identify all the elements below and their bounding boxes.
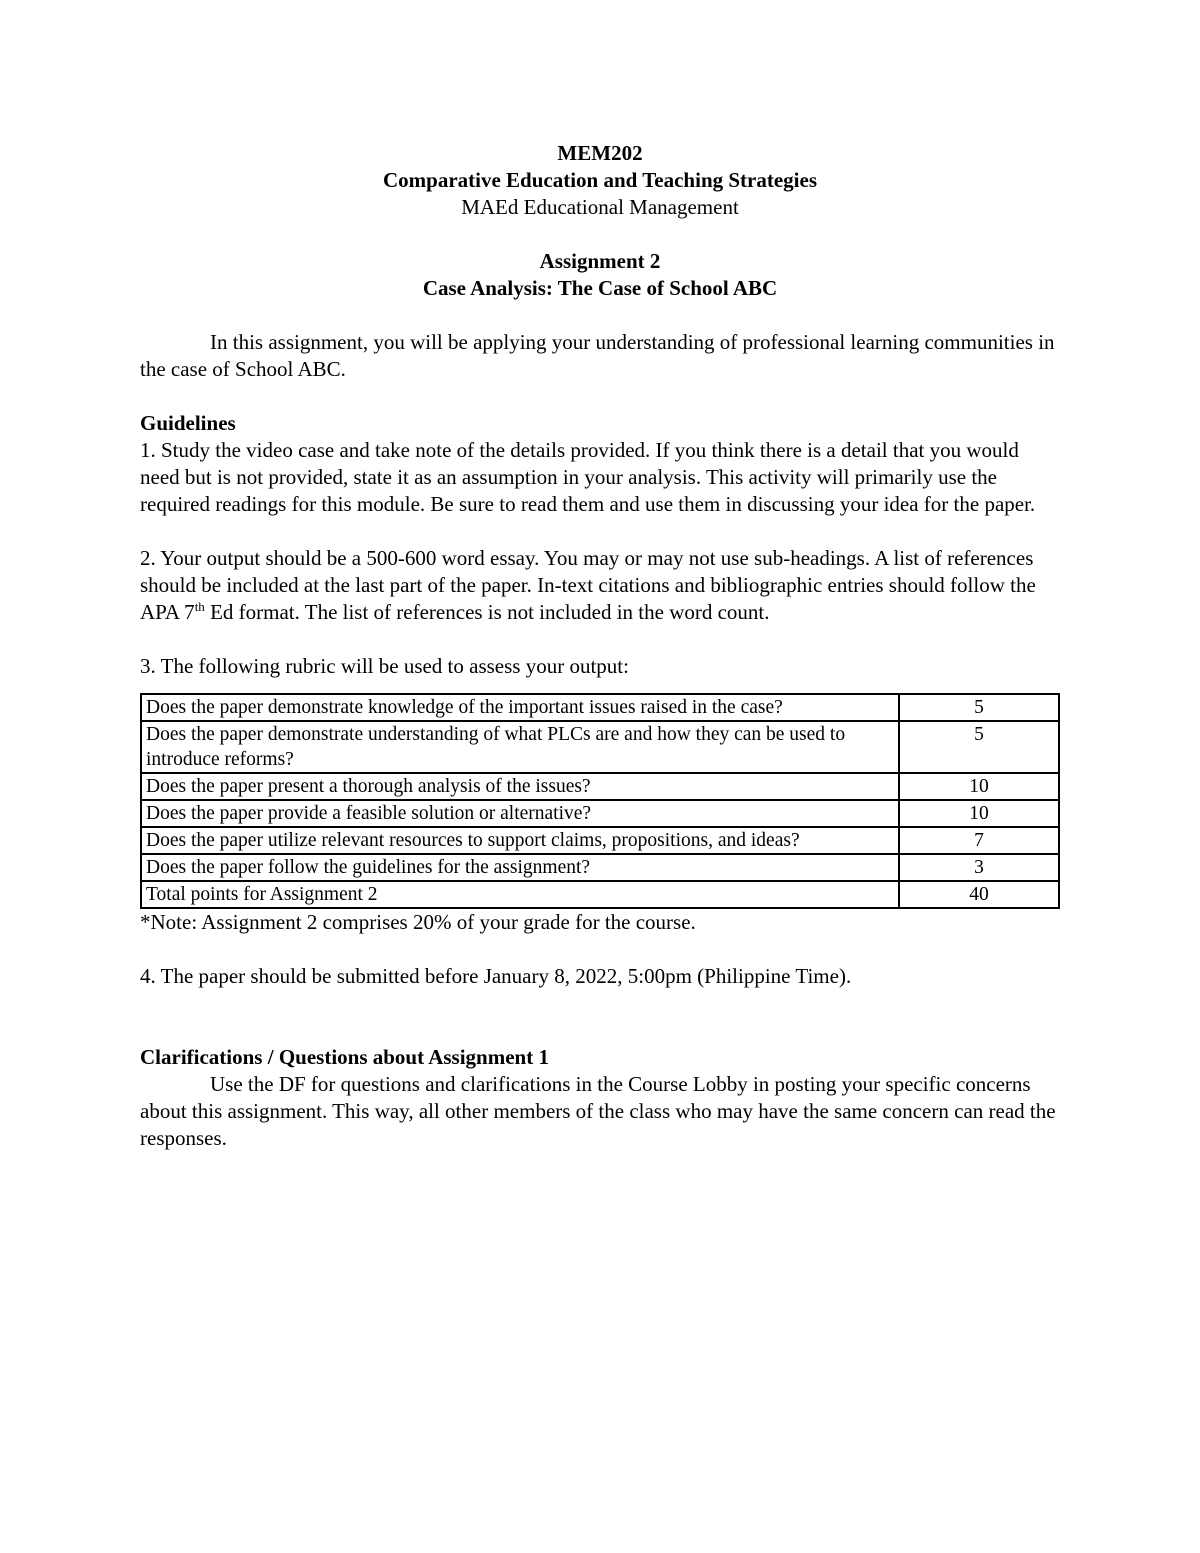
rubric-points: 10 <box>899 773 1059 800</box>
course-title: Comparative Education and Teaching Strategies <box>382 168 818 192</box>
rubric-criterion: Does the paper utilize relevant resources to support claims, propositions, and ideas? <box>141 827 899 854</box>
guidelines-heading: Guidelines <box>140 411 236 435</box>
table-row <box>141 773 1059 800</box>
guideline-item-2-text-end: Ed format. The list of references is not included in the word count. <box>204 600 770 624</box>
rubric-table <box>140 693 1060 909</box>
guideline-item-4: 4. The paper should be submitted before January 8, 2022, 5:00pm (Philippine Time). <box>140 964 852 988</box>
rubric-criterion: Does the paper provide a feasible solution or alternative? <box>141 800 899 827</box>
table-row <box>141 694 1059 721</box>
document-page <box>140 140 1060 1152</box>
document-header <box>140 140 1060 302</box>
rubric-points: 7 <box>899 827 1059 854</box>
rubric-points: 3 <box>899 854 1059 881</box>
rubric-criterion: Does the paper present a thorough analysis of the issues? <box>141 773 899 800</box>
rubric-criterion: Does the paper demonstrate knowledge of the important issues raised in the case? <box>141 694 899 721</box>
program-name: MAEd Educational Management <box>461 195 739 219</box>
rubric-criterion: Does the paper demonstrate understanding of what PLCs are and how they can be used to introduce reforms? <box>141 721 899 773</box>
rubric-points: 5 <box>899 694 1059 721</box>
table-row <box>141 827 1059 854</box>
superscript-th: th <box>194 599 205 614</box>
intro-paragraph: In this assignment, you will be applying your understanding of professional learning communities in the case of School ABC. <box>140 330 1055 381</box>
rubric-criterion: Does the paper follow the guidelines for the assignment? <box>141 854 899 881</box>
grade-note: *Note: Assignment 2 comprises 20% of your grade for the course. <box>140 910 696 934</box>
rubric-points: 5 <box>899 721 1059 773</box>
rubric-total-points: 40 <box>899 881 1059 908</box>
assignment-number: Assignment 2 <box>539 249 661 273</box>
rubric-total-label: Total points for Assignment 2 <box>141 881 899 908</box>
table-row <box>141 800 1059 827</box>
guideline-item-1: 1. Study the video case and take note of the details provided. If you think there is a detail that you would need but is not provided, state it as an assumption in your analysis. This activity will primarily use the required readings for this module. Be sure to read them and use them in discussing your idea for the paper. <box>140 438 1036 516</box>
guideline-item-3: 3. The following rubric will be used to assess your output: <box>140 654 629 678</box>
assignment-title: Case Analysis: The Case of School ABC <box>422 276 778 300</box>
table-row <box>141 721 1059 773</box>
rubric-points: 10 <box>899 800 1059 827</box>
course-code: MEM202 <box>557 141 643 165</box>
guideline-item-2-text: 2. Your output should be a 500-600 word essay. You may or may not use sub-headings. A list of references should be included at the last part of the paper. In-text citations and bibliographic entries should follow the APA 7 <box>140 546 1036 624</box>
table-row <box>141 854 1059 881</box>
clarifications-paragraph: Use the DF for questions and clarifications in the Course Lobby in posting your specific concerns about this assignment. This way, all other members of the class who may have the same concern can read the responses. <box>140 1072 1056 1150</box>
table-row <box>141 881 1059 908</box>
clarifications-heading: Clarifications / Questions about Assignment 1 <box>140 1045 549 1069</box>
guideline-item-2 <box>140 545 1060 626</box>
